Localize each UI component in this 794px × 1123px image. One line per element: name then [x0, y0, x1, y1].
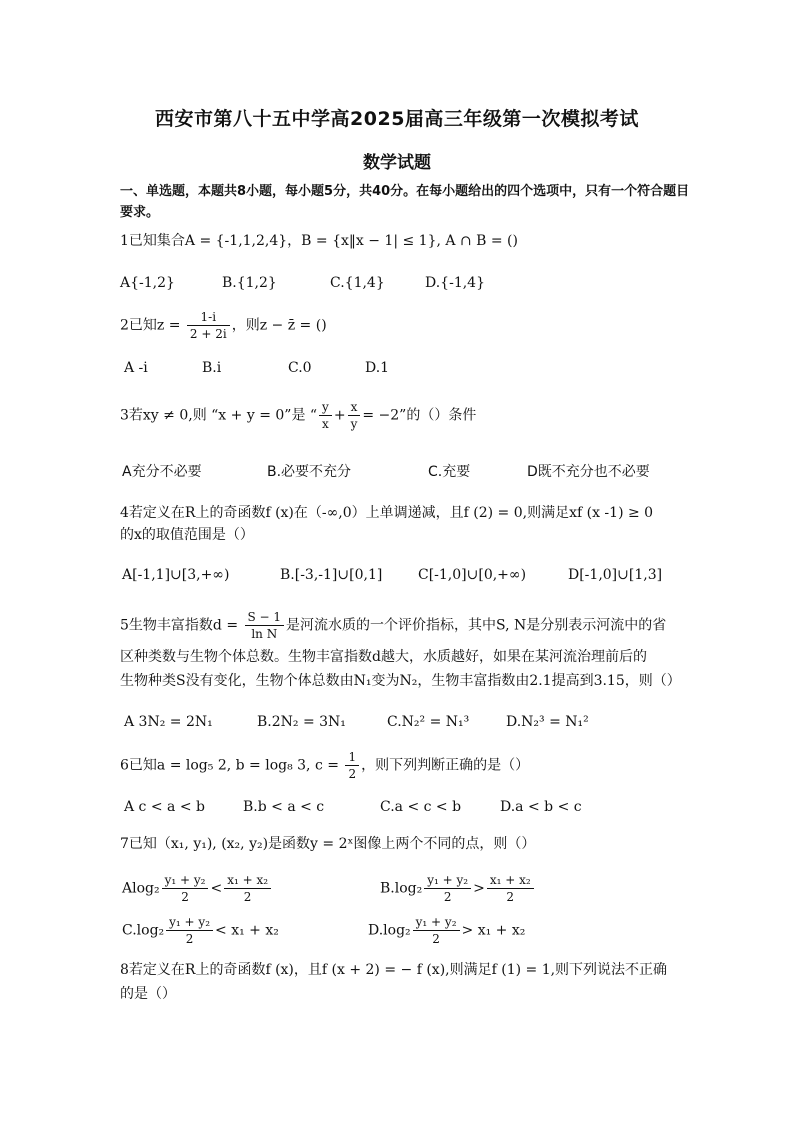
question-7-option-b-relation: >: [473, 880, 485, 897]
question-3-option-d: D既不充分也不必要: [527, 464, 650, 480]
question-6-fraction-den: 2: [348, 767, 357, 781]
question-2-suffix: ，则z − z̄ = (): [231, 317, 327, 334]
question-6-fraction: [345, 750, 359, 781]
question-7-option-b-prefix: B.log₂: [380, 880, 423, 897]
question-2-stem: [120, 310, 327, 341]
question-2-option-a: A -i: [124, 360, 148, 376]
question-6-option-c: C.a < c < b: [380, 799, 462, 815]
section-instructions: 一、单选题，本题共8小题，每小题5分，共40分。在每小题给出的四个选项中，只有一个符合题目要求。: [120, 184, 690, 220]
question-7-option-a-x-num: x₁ + x₂: [224, 873, 271, 889]
question-5-option-d: D.N₂³ = N₁²: [506, 714, 589, 730]
question-7-option-a-y-num: y₁ + y₂: [162, 873, 209, 889]
question-7-option-a-prefix: Alog₂: [122, 880, 160, 897]
question-6-stem: [120, 750, 529, 781]
question-3-option-a: A充分不必要: [122, 464, 202, 480]
question-7-stem: 7已知（x₁, y₁), (x₂, y₂)是函数y = 2ˣ图像上两个不同的点，则（）: [120, 836, 536, 852]
question-8-line-1: 8若定义在R上的奇函数f (x)，且f (x + 2) = − f (x),则满足f (1) = 1,则下列说法不正确: [120, 962, 668, 978]
question-1-option-d: D.{-1,4}: [425, 275, 485, 291]
question-7-option-b-fraction-y: [424, 873, 471, 904]
question-6-fraction-num: 1: [345, 750, 359, 766]
question-4-option-d: D[-1,0]∪[1,3]: [568, 567, 663, 583]
question-3-plus: +: [333, 407, 346, 424]
question-7-option-d-fraction-y: [413, 915, 460, 946]
question-6-suffix: ，则下列判断正确的是（）: [361, 757, 530, 774]
question-3-prefix: 3若xy ≠ 0,则 “x + y = 0”是 “: [120, 407, 318, 424]
question-7-option-c-fraction-y: [166, 915, 213, 946]
question-2-prefix: 2已知z =: [120, 317, 185, 334]
question-7-option-b-x-num: x₁ + x₂: [487, 873, 534, 889]
question-1-option-b: B.{1,2}: [222, 275, 277, 291]
question-4-option-b: B.[-3,-1]∪[0,1]: [280, 567, 383, 583]
question-7-option-c-tail: < x₁ + x₂: [215, 922, 279, 939]
question-7-option-b: [380, 873, 536, 904]
question-3-fraction-2-num: x: [348, 400, 361, 416]
question-2-fraction-den: 2 + 2i: [189, 327, 227, 341]
question-3-fraction-2-den: y: [350, 417, 358, 431]
question-2-option-b: B.i: [202, 360, 222, 376]
question-7-option-b-y-num: y₁ + y₂: [424, 873, 471, 889]
question-5-suffix: 是河流水质的一个评价指标，其中S, N是分别表示河流中的省: [286, 617, 667, 634]
question-7-option-c: [122, 915, 279, 946]
question-7-option-a-fraction-x: [224, 873, 271, 904]
question-7-option-a-relation: <: [210, 880, 223, 897]
question-6-option-a: A c < a < b: [124, 799, 205, 815]
question-7-option-c-prefix: C.log₂: [122, 922, 165, 939]
question-6-option-d: D.a < b < c: [500, 799, 582, 815]
question-1-stem: 1已知集合A = {-1,1,2,4}，B = {x‖x − 1| ≤ 1}, A ∩ B = (): [120, 233, 518, 249]
exam-title: 西安市第八十五中学高2025届高三年级第一次模拟考试: [155, 108, 639, 130]
question-5-fraction-num: S − 1: [245, 610, 285, 626]
question-3-fraction-2: [348, 400, 361, 431]
question-4-option-a: A[-1,1]∪[3,+∞): [122, 567, 230, 583]
question-7-option-d: [368, 915, 525, 946]
question-5-option-a: A 3N₂ = 2N₁: [124, 714, 213, 730]
question-3-fraction-1-den: x: [322, 417, 329, 431]
question-3-fraction-1: [319, 400, 332, 431]
question-7-option-a-fraction-y: [162, 873, 209, 904]
question-3-stem: [120, 400, 476, 431]
question-5-line-3: 生物种类S没有变化，生物个体总数由N₁变为N₂，生物丰富指数由2.1提高到3.15，则（）: [120, 673, 681, 689]
question-1-option-a: A{-1,2}: [120, 275, 175, 291]
question-7-option-d-prefix: D.log₂: [368, 922, 411, 939]
question-7-option-d-y-den: 2: [432, 932, 440, 946]
question-6-option-b: B.b < a < c: [243, 799, 325, 815]
question-5-fraction: [245, 610, 285, 641]
question-2-option-d: D.1: [365, 360, 390, 376]
question-7-option-a: [122, 873, 273, 904]
question-7-option-a-x-den: 2: [243, 890, 252, 904]
question-7-option-b-fraction-x: [487, 873, 534, 904]
question-5-prefix: 5生物丰富指数d =: [120, 617, 243, 634]
question-4-option-c: C[-1,0]∪[0,+∞): [418, 567, 527, 583]
question-3-suffix: = −2”的（）条件: [362, 407, 477, 424]
question-5-fraction-den: ln N: [251, 627, 278, 641]
question-7-option-a-y-den: 2: [181, 890, 189, 904]
question-7-option-d-y-num: y₁ + y₂: [413, 915, 460, 931]
question-5-line-1: [120, 610, 666, 641]
question-3-option-b: B.必要不充分: [267, 464, 352, 480]
question-6-prefix: 6已知a = log₅ 2, b = log₈ 3, c =: [120, 757, 344, 774]
question-7-option-c-y-den: 2: [185, 932, 194, 946]
question-7-option-d-tail: > x₁ + x₂: [461, 922, 526, 939]
question-7-option-c-y-num: y₁ + y₂: [166, 915, 213, 931]
question-7-option-b-x-den: 2: [506, 890, 515, 904]
question-1-option-c: C.{1,4}: [330, 275, 385, 291]
exam-subtitle: 数学试题: [363, 153, 431, 173]
question-5-option-b: B.2N₂ = 3N₁: [257, 714, 346, 730]
question-2-fraction-num: 1-i: [187, 310, 230, 326]
question-8-line-2: 的是（）: [120, 986, 176, 1002]
question-5-option-c: C.N₂² = N₁³: [387, 714, 470, 730]
question-3-option-c: C.充要: [428, 464, 471, 480]
question-7-option-b-y-den: 2: [443, 890, 452, 904]
question-4-line-1: 4若定义在R上的奇函数f (x)在（-∞,0）上单调递减，且f (2) = 0,则满足xf (x -1) ≥ 0: [120, 505, 654, 521]
question-2-fraction: [187, 310, 230, 341]
question-4-line-2: 的x的取值范围是（）: [120, 527, 254, 543]
question-2-option-c: C.0: [288, 360, 312, 376]
question-5-line-2: 区种类数与生物个体总数。生物丰富指数d越大，水质越好，如果在某河流治理前后的: [120, 649, 647, 665]
question-3-fraction-1-num: y: [319, 400, 332, 416]
